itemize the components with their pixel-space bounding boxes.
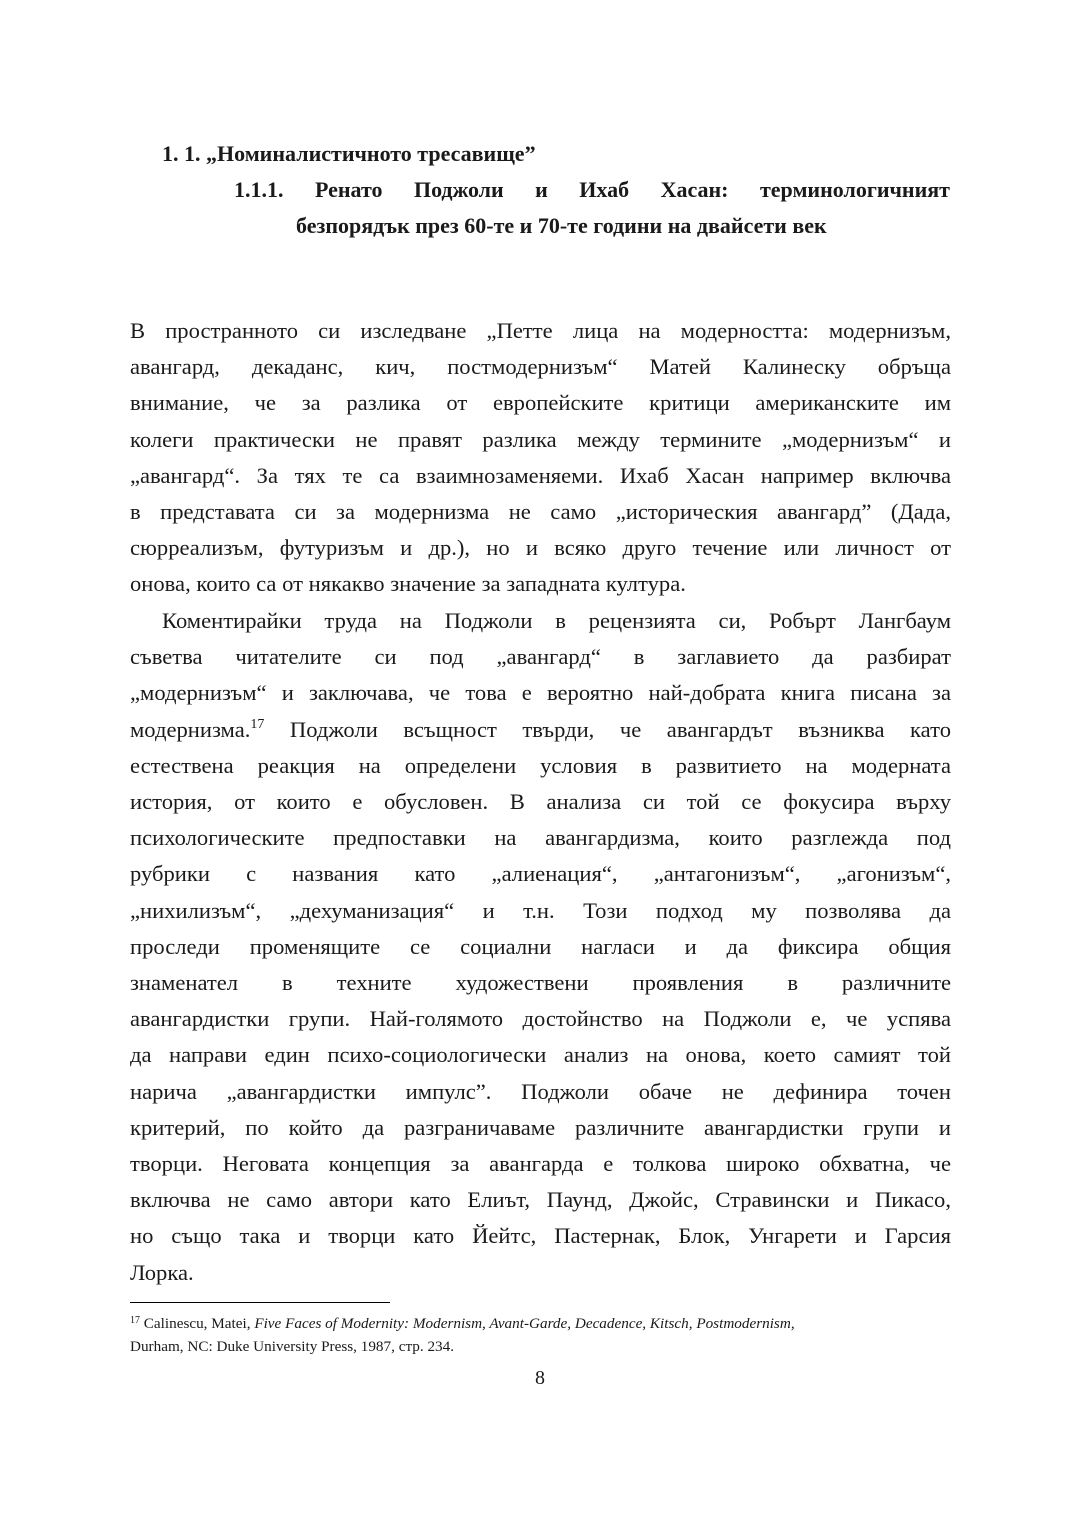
subsection-heading-line1: [234, 172, 950, 208]
text-line: авангардистки групи. Най-голямото достойнство на Поджоли е, че успява: [130, 1006, 951, 1032]
text-line: психологическите предпоставки на авангардизма, които разглежда под: [130, 825, 951, 851]
footnote-title: Five Faces of Modernity: Modernism, Avant-Garde, Decadence, Kitsch, Postmodernism,: [254, 1315, 795, 1332]
text-line: „модернизъм“ и заключава, че това е вероятно най-добрата книга писана за: [130, 680, 951, 706]
section-heading: 1. 1. „Номиналистичното тресавище”: [162, 141, 536, 166]
text-line: „нихилизъм“, „дехуманизация“ и т.н. Този подход му позволява да: [130, 897, 951, 923]
text-line: внимание, че за разлика от европейските критици американските им: [130, 390, 951, 416]
text-line: колеги практически не правят разлика между термините „модернизъм“ и: [130, 426, 951, 452]
text-line: да направи един психо-социологически анализ на онова, което самият той: [130, 1042, 951, 1068]
text-line: [130, 712, 951, 748]
paragraph-2: [130, 603, 951, 1291]
subsection-heading-line2: безпорядък през 60-те и 70-те години на двайсети век: [296, 213, 827, 238]
footnote-author: Calinescu, Matei,: [140, 1315, 255, 1332]
text-line: съветва читателите си под „авангард“ в заглавието да разбират: [130, 644, 951, 670]
text-line: естествена реакция на определени условия в развитието на модерната: [130, 752, 951, 778]
text-line: творци. Неговата концепция за авангарда е толкова широко обхватна, че: [130, 1151, 951, 1177]
footnote-line: Durham, NC: Duke University Press, 1987, стр. 234.: [130, 1338, 455, 1355]
text-line: в представата си за модернизма не само „историческия авангард” (Дада,: [130, 499, 951, 525]
heading-word: Хасан:: [660, 177, 729, 202]
heading-word: Ренато: [314, 177, 383, 202]
heading-word: Ихаб: [579, 177, 630, 202]
footnote-divider: [130, 1302, 390, 1303]
text-line: „авангард“. За тях те са взаимнозаменяеми. Ихаб Хасан например включва: [130, 462, 951, 488]
text-line: знаменател в техните художествени проявления в различните: [130, 970, 951, 996]
footnote-ref[interactable]: 17: [250, 716, 265, 732]
text-line: история, от които е обусловен. В анализа си той се фокусира върху: [130, 789, 951, 815]
heading-word: Поджоли: [413, 177, 504, 202]
text-line: онова, които са от някакво значение за западната култура.: [130, 571, 686, 597]
heading-word: и: [535, 177, 548, 202]
text-line: Коментирайки труда на Поджоли в рецензията си, Робърт Лангбаум: [162, 608, 951, 633]
text-line: авангард, декаданс, кич, постмодернизъм“ Матей Калинеску обръща: [130, 354, 951, 380]
subsection-heading: [234, 172, 950, 244]
text-fragment: модернизма.: [130, 716, 251, 742]
text-line: но също така и творци като Йейтс, Пастернак, Блок, Унгарети и Гарсия: [130, 1223, 951, 1249]
text-line: рубрики с названия като „алиенация“, „антагонизъм“, „агонизъм“,: [130, 861, 951, 887]
footnote-number: 17: [130, 1315, 140, 1326]
heading-word: терминологичният: [759, 177, 950, 202]
text-line: включва не само автори като Елиът, Паунд, Джойс, Стравински и Пикасо,: [130, 1187, 951, 1213]
footnote: [130, 1312, 951, 1358]
page-number: 8: [535, 1367, 545, 1389]
paragraph-1: [130, 313, 951, 603]
text-line: Лорка.: [130, 1259, 194, 1285]
text-line: нарича „авангардистки импулс”. Поджоли обаче не дефинира точен: [130, 1078, 951, 1104]
text-line: сюрреализъм, футуризъм и др.), но и всяко друго течение или личност от: [130, 535, 951, 561]
footnote-line: [130, 1312, 951, 1335]
subsection-number: 1.1.1.: [234, 177, 284, 202]
text-line: критерий, по който да разграничаваме различните авангардистки групи и: [130, 1114, 951, 1140]
text-line: В пространното си изследване „Петте лица на модерността: модернизъм,: [130, 318, 951, 343]
text-fragment: Поджоли всъщност твърди, че авангардът възниква като: [264, 716, 951, 742]
text-line: проследи променящите се социални нагласи и да фиксира общия: [130, 933, 951, 959]
